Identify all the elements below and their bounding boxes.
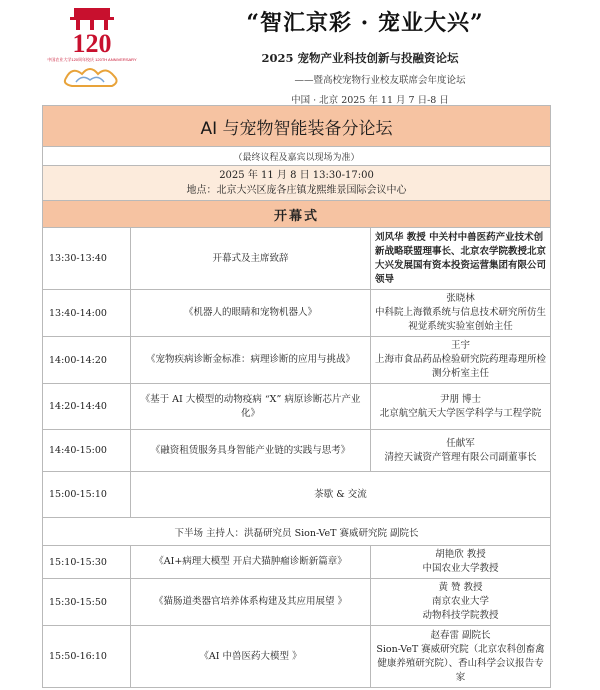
table-row [43,384,551,430]
session-topic: 《AI 中兽医药大模型 》 [131,626,371,688]
session-speaker: 黄 赞 教授 南京农业大学 动物科技学院教授 [371,579,551,626]
forum-time: 2025 年 11 月 8 日 13:30-17:00 [219,170,374,181]
session-speaker: 刘风华 教授 中关村中兽医药产业技术创新战略联盟理事长、北京农学院教授北京大兴发展国有资本投资运营集团有限公司领导 [371,228,551,290]
session-speaker: 赵春雷 副院长 Sion-VeT 赛威研究院（北京农科创畜禽健康养殖研究院）、香山科学会议报告专家 [371,626,551,688]
table-row-host [43,518,551,546]
second-half-host: 下半场 主持人：洪磊研究员 Sion-VeT 赛威研究院 副院长 [43,518,551,546]
session-time: 14:20-14:40 [43,384,131,430]
session-time: 14:00-14:20 [43,337,131,384]
anniversary-logo [47,6,137,96]
sub-event-title: ——暨高校宠物行业校友联席会年度论坛 [294,75,466,86]
session-topic: 《AI+病理大模型 开启犬猫肿瘤诊断新篇章》 [131,546,371,579]
forum-venue: 地点：北京大兴区庞各庄镇龙熙维景国际会议中心 [186,185,407,196]
session-topic: 《机器人的眼睛和宠物机器人》 [131,290,371,337]
table-row [43,546,551,579]
forum-info [43,166,551,201]
session-topic: 《融资租赁服务具身智能产业链的实践与思考》 [131,430,371,472]
session-time: 14:40-15:00 [43,430,131,472]
session-time: 15:10-15:30 [43,546,131,579]
session-speaker: 王宇 上海市食品药品检验研究院药理毒理所检测分析室主任 [371,337,551,384]
agenda-note: （最终议程及嘉宾以现场为准） [43,147,551,166]
session-speaker: 尹朋 博士 北京航空航天大学医学科学与工程学院 [371,384,551,430]
anniversary-logo-icon [47,6,137,96]
session-time: 13:40-14:00 [43,290,131,337]
slogan: “智汇京彩 · 宠业大兴” [246,10,484,36]
table-row [43,430,551,472]
break-label: 茶歇 & 交流 [131,472,551,518]
header [0,0,600,105]
session-topic: 《宠物疾病诊断金标准：病理诊断的应用与挑战》 [131,337,371,384]
session-speaker: 任献军 清控天诚资产管理有限公司副董事长 [371,430,551,472]
table-row [43,337,551,384]
forum-title: AI 与宠物智能装备分论坛 [43,106,551,147]
session-topic: 《基于 AI 大模型的动物疫病 “X” 病原诊断芯片产业化》 [131,384,371,430]
opening-section-heading: 开幕式 [43,201,551,228]
table-row [43,228,551,290]
session-time: 13:30-13:40 [43,228,131,290]
table-row-break [43,472,551,518]
session-time: 15:50-16:10 [43,626,131,688]
session-topic: 《猫肠道类器官培养体系构建及其应用展望 》 [131,579,371,626]
location-dates: 中国 · 北京 2025 年 11 月 7 日-8 日 [291,95,449,106]
session-topic: 开幕式及主席致辞 [131,228,371,290]
logo-number: 120 [72,29,112,58]
agenda-table [42,105,551,688]
session-time: 15:30-15:50 [43,579,131,626]
session-speaker: 张晓林 中科院上海微系统与信息技术研究所仿生视觉系统实验室创始主任 [371,290,551,337]
logo-caption: 中国农业大学120周年校庆 120TH ANNIVERSARY [47,57,137,62]
session-speaker: 胡艳欣 教授 中国农业大学教授 [371,546,551,579]
table-row [43,626,551,688]
break-time: 15:00-15:10 [43,472,131,518]
event-title: 2025 宠物产业科技创新与投融资论坛 [261,51,459,65]
table-row [43,290,551,337]
table-row [43,579,551,626]
